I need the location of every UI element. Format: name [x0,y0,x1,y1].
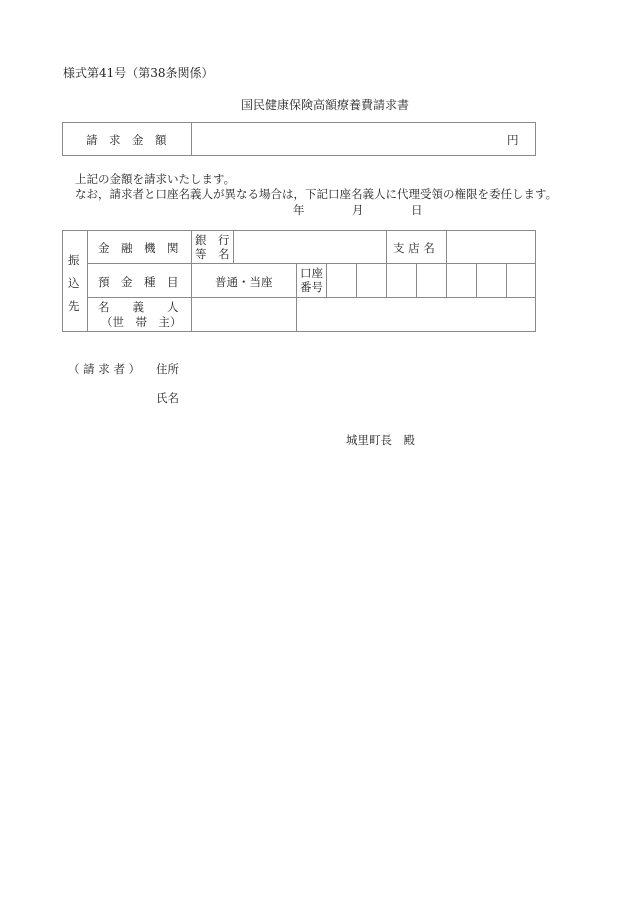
branch-name-label: 支 店 名 [393,241,435,255]
account-holder-input[interactable] [193,299,295,330]
account-digit-4[interactable] [417,264,446,297]
date-day-label: 日 [411,203,423,217]
statement-line-1: 上記の金額を請求いたします。 [75,172,236,186]
date-year-label: 年 [293,203,305,217]
account-digit-1[interactable] [327,264,356,297]
side-label-komi: 込 [68,276,80,290]
amount-label: 請 求 金 額 [86,133,167,147]
document-title: 国民健康保険高額療養費請求書 [241,98,410,112]
account-digit-2[interactable] [357,264,386,297]
account-holder-kana-input[interactable] [298,299,534,330]
bank-name-input[interactable] [235,232,385,262]
address-input[interactable] [185,358,485,376]
amount-input[interactable] [193,124,493,154]
account-digit-7[interactable] [507,264,535,297]
account-number-label-1: 口座 [300,266,323,280]
statement-line-2: なお，請求者と口座名義人が異なる場合は，下記口座名義人に代理受領の権限を委任します。 [75,187,558,201]
side-label-furi: 振 [68,253,80,267]
account-holder-label-2: （世 帯 主） [101,315,182,329]
bank-name-label-2: 等 名 [195,247,230,261]
bank-name-label-1: 銀 行 [195,233,230,247]
financial-institution-label: 金 融 機 関 [98,241,179,255]
addressee: 城里町長 殿 [346,433,415,447]
account-digit-5[interactable] [447,264,476,297]
account-digit-6[interactable] [477,264,506,297]
account-number-label-2: 番号 [300,280,323,294]
form-number: 様式第41号（第38条関係） [63,66,214,80]
account-digit-3[interactable] [387,264,416,297]
name-input[interactable] [185,387,485,405]
name-label: 氏名 [156,391,179,405]
side-label-saki: 先 [68,299,80,313]
account-holder-label-1: 名 義 人 [98,300,179,314]
branch-name-input[interactable] [448,232,534,262]
deposit-type-options[interactable]: 普通・当座 [215,275,273,289]
address-label: 住所 [156,362,179,376]
date-month-label: 月 [352,203,364,217]
claimant-label: （ 請 求 者 ） [68,362,141,376]
deposit-type-label: 預 金 種 目 [98,275,179,289]
yen-unit: 円 [507,133,519,147]
